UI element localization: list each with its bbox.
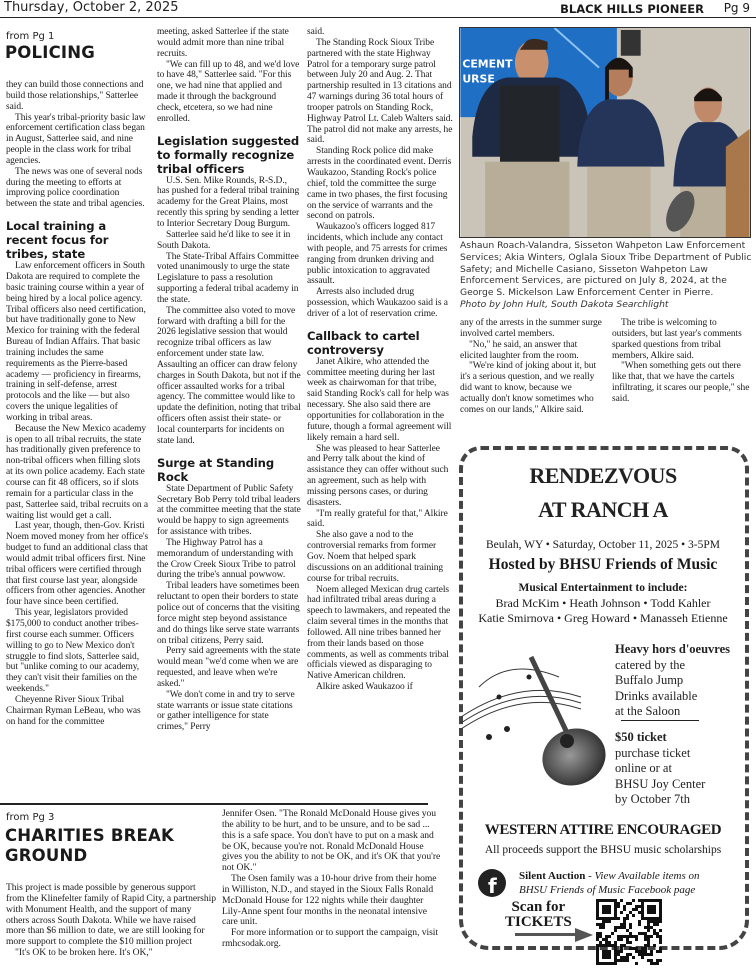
- paragraph: Arrests also included drug possession, which Waukazoo said is a driver of a lot of reservation crime.: [307, 287, 448, 319]
- paragraph: The State-Tribal Affairs Committee voted unanimously to urge the state Legislature to pass a resolution supporting a federal tribal academy in the state.: [157, 251, 299, 305]
- article-title: GROUND: [5, 846, 88, 865]
- auction-text: BHSU Friends of Music Facebook page: [519, 884, 696, 896]
- jump-label: from Pg 3: [6, 812, 55, 823]
- paragraph: State Department of Public Safety Secretary Bob Perry told tribal leaders at the committee meeting that the state would be happy to sign agreements for assistance with tribes.: [157, 483, 301, 538]
- ad-title: AT RANCH A: [538, 497, 668, 522]
- page-header: [0, 0, 756, 18]
- paragraph: Satterlee said he'd like to see it in South Dakota.: [157, 229, 291, 251]
- paragraph: Law enforcement officers in South Dakota are required to complete the basic training course within a year of being hired by a local police agency. Tribal officers also need certification, but have traditionally gone to New Mexico for training with the federal Bureau of Indian Affairs. That basic training includes the same requirements as the Pierre-based academy — proficiency in firearms, training in self-defense, arrest protocols and the like — but also covers the unique legalities of working in tribal areas.: [6, 261, 146, 423]
- paragraph: "When something gets out there like that, that we have the cartels infiltrating, it scares our people," she said.: [612, 361, 750, 404]
- subheading: Surge at Standing Rock: [157, 455, 275, 484]
- paragraph: This project is made possible by generous support from the Klinefelter family of Rapid City, a partnership with Monument Health, and the support of many others across South Dakota. While we have raised more than $6 million to date, we are still looking for more support to complete the $10 million project: [6, 882, 216, 948]
- music-label: Musical Entertainment to include:: [518, 582, 688, 594]
- paragraph: "No," he said, an answer that elicited laughter from the room.: [460, 339, 579, 361]
- performers: Brad McKim • Heath Johnson • Todd Kahler: [495, 596, 711, 610]
- paragraph: Because the New Mexico academy is open to all tribal recruits, the state has traditionally given preference to non-tribal officers when filling slots at its own police academy. Each state course can fit 48 officers, so if slots remain for a particular class in the past, Satterlee said, tribal recruits on a waiting list would get a call.: [6, 423, 149, 521]
- paragraph: This year, legislators provided $175,000 to conduct another tribes-first course each summer. Officers willing to go to New Mexico don't struggle to find slots, Satterlee said, but "unlike coming to our academy, they can't visit their families on the weekends.": [6, 608, 140, 695]
- paragraph: Last year, though, then-Gov. Kristi Noem moved money from her office's budget to fund an additional class that would admit tribal officers first. Nine tribal officers were certified through that first course last year, alongside officers from other agencies. Another four have since been certified.: [6, 521, 149, 608]
- paragraph: The Osen family was a 10-hour drive from their home in Williston, N.D., and stayed in the Sioux Falls Ronald McDonald House for 122 nights while their daughter Lily-Anne spent four months in the neonatal intensive care unit.: [222, 873, 437, 928]
- paper-name: BLACK HILLS PIONEER: [560, 2, 704, 16]
- article-photo: [459, 27, 751, 238]
- paragraph: The news was one of several nods during the meeting to efforts at improving police coordination between the state and tribal agencies.: [6, 166, 145, 210]
- divider: [621, 720, 699, 721]
- paragraph: "We don't come in and try to serve state warrants or issue state citations or gather intelligence for state crimes," Perry: [157, 689, 295, 733]
- article-title: CHARITIES BREAK: [5, 826, 174, 845]
- paragraph: This year's tribal-priority basic law enforcement certification class began in August, Satterlee said, and nine people in the class work for tribal agencies.: [6, 112, 146, 166]
- photo-caption: [460, 240, 752, 311]
- issue-date: Thursday, October 2, 2025: [4, 0, 179, 15]
- paragraph: Jennifer Osen. "The Ronald McDonald House gives you the ability to be hurt, and to be unsure, and to be sad ... this is a safe space. You don't have to put on a mask and be OK, because you're not. Ronald McDonald House gives you the ability to not be OK, and it's OK that you're not OK.": [222, 808, 441, 874]
- ticket-line: BHSU Joy Center: [615, 776, 706, 791]
- paragraph: Noem alleged Mexican drug cartels had infiltrated tribal areas during a speech to lawmakers, and repeated the claim several times in the months that followed. All nine tribes banned her from their lands based on those comments, as well as comments tribal officials viewed as disparaging to Native American children.: [307, 584, 451, 682]
- paragraph: Tribal leaders have sometimes been reluctant to open their borders to state police out of concerns that the visiting force might step beyond assistance and do things like serve state warrants on tribal citizens, Perry said.: [157, 581, 300, 646]
- policing-column-4: [460, 318, 602, 416]
- ticket-line: by October 7th: [615, 792, 690, 806]
- food-line: catered by the: [615, 657, 686, 672]
- screen-text: CEMENT: [462, 57, 513, 71]
- charities-column-1: [6, 883, 216, 959]
- paragraph: "We can fill up to 48, and we'd love to have 48," Satterlee said. "For this one, we had nine that applied and made it through the background check, etcetera, so we had nine enrolled.: [157, 59, 300, 124]
- paragraph: The Standing Rock Sioux Tribe partnered with the state Highway Patrol for a temporary surge patrol between July 20 and Aug. 2. That partnership resulted in 13 citations and 47 warnings during 36 total hours of trooper patrols on Standing Rock, Highway Patrol Lt. Caleb Walters said. The patrol did not make any arrests, he said.: [307, 37, 453, 146]
- event-when: Beulah, WY • Saturday, October 11, 2025 • 3-5PM: [486, 539, 720, 551]
- paragraph: Standing Rock police did make arrests in the coordinated event. Derris Waukazoo, Standing Rock's police chief, told the committee the surge came in two phases, the first focusing on the service of warrants and the second on patrols.: [307, 146, 452, 222]
- paragraph: "It's OK to be broken here. It's OK,": [15, 947, 153, 959]
- caption-text: Ashaun Roach-Valandra, Sisseton Wahpeton Law Enforcement Services; Akia Winters, Oglala Sioux Tribe Department of Public Safety; and Michelle Casiano, Sisseton Wahpeton Law Enforcement Services, are pictured on July 8, 2024, at the George S. Mickelson Law Enforcement Center in Pierre.: [460, 240, 752, 299]
- paragraph: Cheyenne River Sioux Tribal Chairman Ryman LeBeau, who was on hand for the committee: [6, 694, 141, 727]
- svg-text:f: f: [488, 874, 497, 898]
- paragraph: any of the arrests in the summer surge involved cartel members.: [460, 318, 602, 339]
- scan-label: Scan for: [511, 899, 566, 915]
- section-divider: [0, 803, 428, 805]
- paragraph: For more information or to support the campaign, visit rmhcsodak.org.: [222, 927, 438, 950]
- paragraph: Alkire asked Waukazoo if: [316, 682, 413, 693]
- arrow-right-icon: [515, 928, 593, 942]
- auction-label: Silent Auction: [519, 870, 586, 882]
- paragraph: U.S. Sen. Mike Rounds, R-S.D., has pushed for a federal tribal training academy for the Great Plains, most recently this spring by sending a letter to Interior Secretary Doug Burgum.: [157, 175, 300, 229]
- attire-banner: WESTERN ATTIRE ENCOURAGED: [484, 822, 722, 838]
- guitar-illustration: [459, 637, 609, 787]
- subheading: Legislation suggested to formally recognize tribal officers: [157, 133, 300, 176]
- jump-label: from Pg 1: [6, 31, 55, 42]
- article-title: POLICING: [5, 43, 95, 62]
- proceeds-note: All proceeds support the BHSU music scholarships: [484, 844, 722, 856]
- paragraph: Waukazoo's officers logged 817 incidents, which include any contact with people, and 75 arrests for crimes ranging from drunken driving and public intoxication to aggravated assault.: [307, 222, 448, 287]
- scan-label: TICKETS: [505, 914, 572, 930]
- paragraph: "We're kind of joking about it, but it's a serious question, and we really did want to know, because we actually don't know sometimes who comes on our lands," Alkire said.: [460, 361, 597, 415]
- performers: Katie Smirnova • Greg Howard • Manasseh Etienne: [478, 611, 728, 625]
- subheading: Callback to cartel controversy: [307, 328, 420, 357]
- food-line: Buffalo Jump: [615, 673, 684, 687]
- ticket-line: online or at: [615, 761, 672, 775]
- event-host: Hosted by BHSU Friends of Music: [488, 556, 718, 573]
- subheading: Local training a recent focus for tribes, state: [6, 219, 109, 262]
- food-line: at the Saloon: [615, 704, 681, 718]
- paragraph: The committee also voted to move forward with drafting a bill for the 2026 legislative session that would recognize tribal officers as law enforcement under state law. Assaulting an officer can draw felony charges in South Dakota, but not if the officer assaulted works for a tribal agency. The committee would like to update the definition, noting that tribal officers often assist their state- or local counterparts for incidents on state land.: [157, 305, 301, 446]
- paragraph: "I'm really grateful for that," Alkire said.: [307, 508, 448, 530]
- food-line: Drinks available: [615, 688, 698, 703]
- paragraph: She also gave a nod to the controversial remarks from former Gov. Noem that helped spark discussions on an additional training course for tribal recruits.: [307, 530, 444, 584]
- screen-text: URSE: [462, 72, 495, 86]
- paragraph: they can build those connections and build those relationships," Satterlee said.: [6, 80, 144, 112]
- page-number: Pg 9: [723, 1, 750, 15]
- policing-column-1: [6, 80, 149, 727]
- ad-title: RENDEZVOUS: [529, 463, 677, 488]
- policing-column-3: [307, 27, 453, 693]
- auction-text: - View Available items on: [585, 870, 700, 882]
- policing-column-5: [612, 318, 752, 405]
- paragraph: Perry said agreements with the state would mean "we'd come when we are requested, and leave when we're asked.": [157, 646, 301, 689]
- charities-column-2: [222, 809, 444, 950]
- qr-code[interactable]: [596, 899, 662, 965]
- paragraph: meeting, asked Satterlee if the state would admit more than nine tribal recruits.: [157, 27, 289, 59]
- ticket-line: purchase ticket: [615, 745, 691, 760]
- paragraph: said.: [307, 27, 325, 37]
- paragraph: The tribe is welcoming to outsiders, but last year's comments sparked questions from tribal members, Alkire said.: [612, 318, 742, 361]
- paragraph: Janet Alkire, who attended the committee meeting during her last week as chairwoman for that tribe, said Standing Rock's call for help was necessary. She also said there are opportunities for collaboration in the future, though a formal agreement will likely remain a hard sell.: [307, 356, 452, 443]
- policing-column-2: [157, 27, 301, 733]
- advertisement-rendezvous: [453, 432, 753, 968]
- paragraph: She was pleased to hear Satterlee and Perry talk about the kind of assistance they can offer without such an agreement, such as help with missing persons cases, or during disasters.: [307, 443, 449, 508]
- ticket-price: $50 ticket: [615, 730, 667, 744]
- facebook-icon: [477, 868, 507, 898]
- photo-credit: Photo by John Hult, South Dakota Searchlight: [460, 298, 669, 310]
- food-heading: Heavy hors d'oeuvres: [615, 642, 731, 656]
- paragraph: The Highway Patrol has a memorandum of understanding with the Crow Creek Sioux Tribe to patrol during the tribe's annual powwow.: [157, 537, 296, 581]
